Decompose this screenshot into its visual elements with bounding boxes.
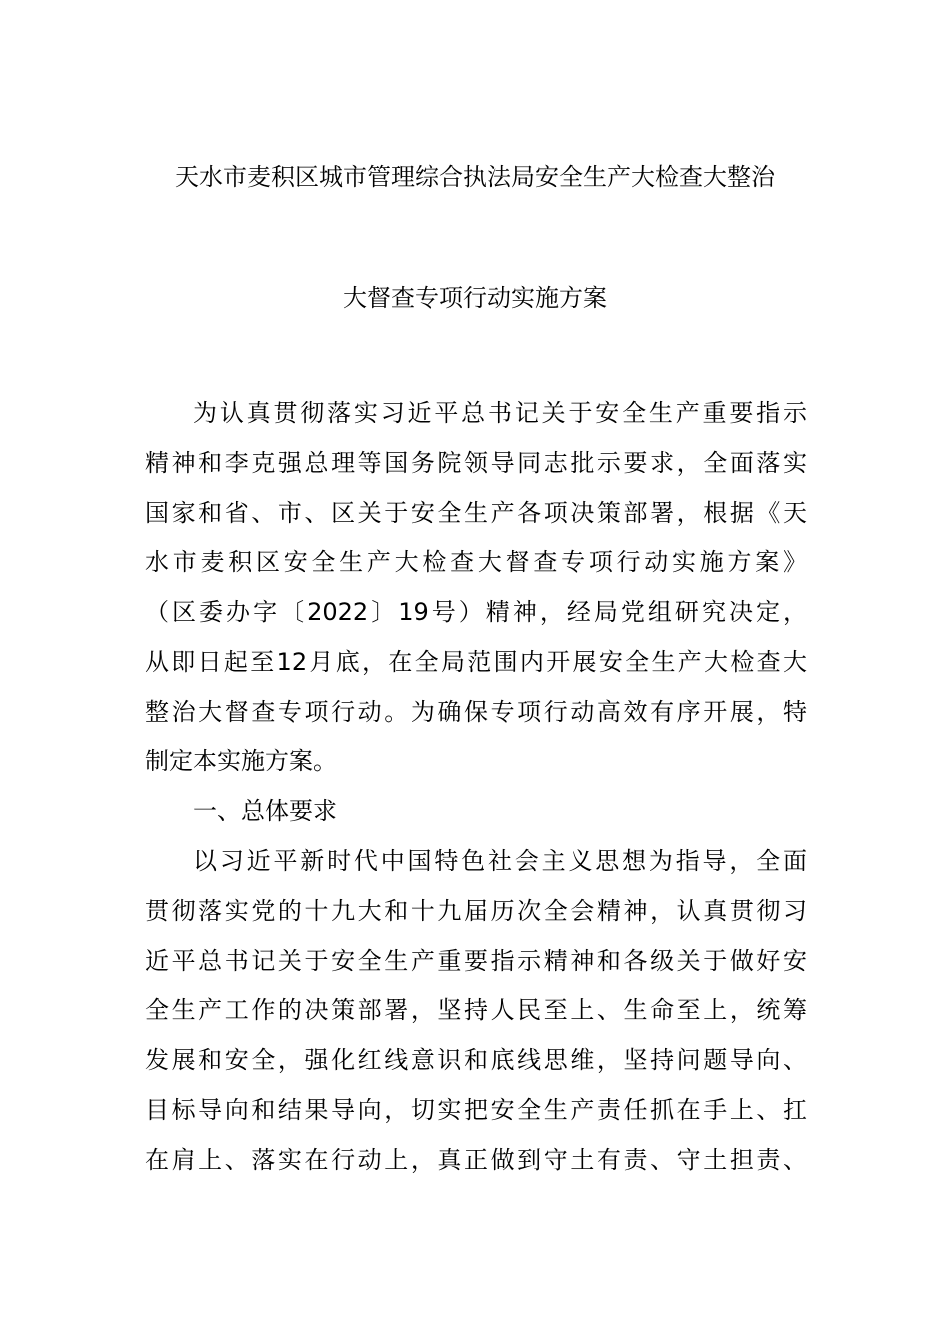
paragraph-line: 目标导向和结果导向，切实把安全生产责任抓在手上、扛	[145, 1096, 807, 1124]
section-heading: 一、总体要求	[193, 797, 337, 825]
paragraph-line: 整治大督查专项行动。为确保专项行动高效有序开展，特	[145, 698, 807, 726]
paragraph-line: 精神和李克强总理等国务院领导同志批示要求，全面落实	[145, 449, 807, 477]
paragraph-line: 水市麦积区安全生产大检查大督查专项行动实施方案》	[145, 548, 807, 576]
paragraph-line: （区委办字〔2022〕19号）精神，经局党组研究决定，	[145, 598, 807, 626]
paragraph-line: 贯彻落实党的十九大和十九届历次全会精神，认真贯彻习	[145, 897, 807, 925]
paragraph-line: 以习近平新时代中国特色社会主义思想为指导，全面	[193, 847, 807, 875]
paragraph-line: 全生产工作的决策部署，坚持人民至上、生命至上，统筹	[145, 996, 807, 1024]
paragraph-line: 在肩上、落实在行动上，真正做到守土有责、守土担责、	[145, 1146, 807, 1174]
paragraph-line: 发展和安全，强化红线意识和底线思维，坚持问题导向、	[145, 1046, 807, 1074]
document-title-line-2: 大督查专项行动实施方案	[343, 284, 607, 312]
paragraph-line: 从即日起至12月底，在全局范围内开展安全生产大检查大	[145, 648, 807, 676]
paragraph-line: 为认真贯彻落实习近平总书记关于安全生产重要指示	[193, 399, 807, 427]
paragraph-line: 制定本实施方案。	[145, 747, 337, 775]
paragraph-line: 近平总书记关于安全生产重要指示精神和各级关于做好安	[145, 947, 807, 975]
document-title-line-1: 天水市麦积区城市管理综合执法局安全生产大检查大整治	[175, 163, 775, 191]
paragraph-line: 国家和省、市、区关于安全生产各项决策部署，根据《天	[145, 499, 807, 527]
